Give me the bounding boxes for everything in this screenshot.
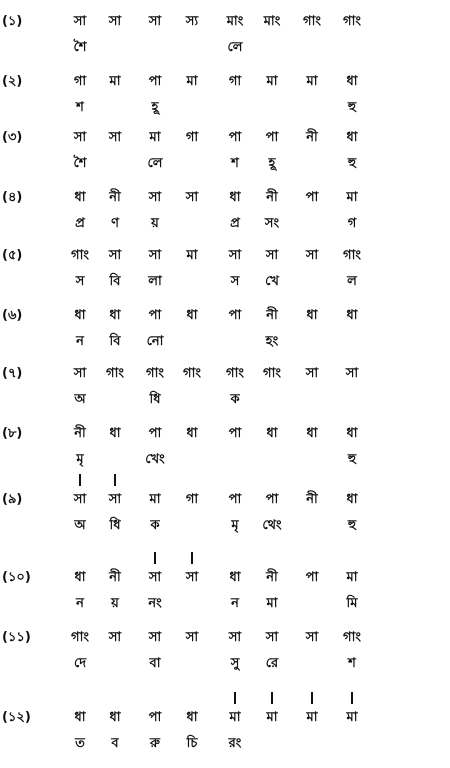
lyric-syllable: মৃ	[231, 518, 239, 533]
swara-note: সা	[108, 130, 122, 145]
lyric-syllable: ল	[347, 274, 357, 289]
lyric-syllable: বি	[109, 274, 121, 289]
swara-note: সা	[148, 630, 162, 645]
lyric-syllable: মৃ	[76, 452, 84, 467]
swara-note: সা	[185, 190, 199, 205]
lyric-syllable: রং	[228, 736, 242, 751]
swara-note: পা	[228, 308, 242, 323]
swara-note: পা	[148, 710, 162, 725]
line-number: (১১)	[2, 630, 31, 645]
swara-note: পা	[305, 570, 319, 585]
swara-note: গাং	[183, 366, 201, 381]
swara-note: পা	[228, 130, 242, 145]
notation-line	[0, 72, 450, 132]
swara-note: ধা	[186, 426, 198, 441]
swara-note: ধা	[109, 426, 121, 441]
swara-note: গাং	[71, 630, 89, 645]
swara-note: সা	[108, 492, 122, 507]
notation-line	[0, 490, 450, 550]
lyric-syllable: শ	[348, 656, 356, 671]
notation-line	[0, 128, 450, 188]
swara-note: মা	[266, 74, 278, 89]
swara-note: সা	[185, 570, 199, 585]
lyric-syllable: ক	[230, 392, 240, 407]
swara-note: নী	[266, 190, 278, 205]
line-number: (৪)	[2, 190, 23, 205]
swara-note: মা	[306, 710, 318, 725]
notation-line	[0, 12, 450, 72]
lyric-syllable: হূ	[268, 156, 276, 171]
lyric-syllable: শৈ	[73, 40, 87, 55]
lyric-syllable: বা	[149, 656, 161, 671]
swara-note: সা	[265, 630, 279, 645]
swara-note: সা	[228, 630, 242, 645]
swara-note: পা	[228, 426, 242, 441]
lyric-syllable: ক	[150, 518, 160, 533]
lyric-syllable: হু	[347, 156, 357, 171]
swara-note: ধা	[306, 308, 318, 323]
lyric-syllable: বি	[109, 334, 121, 349]
swara-note: ধা	[346, 426, 358, 441]
swara-note: মা	[306, 74, 318, 89]
swara-note: গাং	[263, 366, 281, 381]
swara-note: সা	[345, 366, 359, 381]
line-number: (৭)	[2, 366, 23, 381]
lyric-syllable: অ	[74, 392, 86, 407]
line-number: (৬)	[2, 308, 23, 323]
swara-note: গা	[185, 492, 199, 507]
lyric-syllable: ন	[76, 596, 84, 611]
swara-note: সা	[108, 630, 122, 645]
swara-note: নী	[74, 426, 86, 441]
swara-note: সা	[228, 248, 242, 263]
line-number: (৮)	[2, 426, 23, 441]
swara-note: সা	[148, 14, 162, 29]
swara-note: ধা	[266, 426, 278, 441]
swara-note: নী	[306, 130, 318, 145]
lyric-syllable: ত	[75, 736, 85, 751]
swara-note: সা	[265, 248, 279, 263]
lyric-syllable: খে	[265, 274, 279, 289]
swara-note: গাং	[303, 14, 321, 29]
lyric-syllable: মি	[346, 596, 358, 611]
swara-note: ধা	[74, 190, 86, 205]
lyric-syllable: স	[75, 274, 85, 289]
swara-note: মা	[266, 710, 278, 725]
lyric-syllable: লে	[227, 40, 243, 55]
lyric-syllable: হং	[265, 334, 279, 349]
line-number: (১)	[2, 14, 23, 29]
swara-note: মাং	[226, 14, 244, 29]
swara-note: গা	[228, 74, 242, 89]
lyric-syllable: য়	[151, 216, 159, 231]
lyric-syllable: ন	[76, 334, 84, 349]
lyric-syllable: রে	[265, 656, 279, 671]
swara-note: গাং	[146, 366, 164, 381]
accent-bar-mark	[191, 552, 193, 564]
swara-note: স্য	[185, 14, 199, 29]
swara-note: নী	[266, 570, 278, 585]
swara-note: নী	[306, 492, 318, 507]
swara-note: সা	[148, 570, 162, 585]
lyric-syllable: হু	[347, 518, 357, 533]
lyric-syllable: লে	[147, 156, 163, 171]
accent-bar-mark	[114, 474, 116, 486]
swara-note: ধা	[109, 710, 121, 725]
swara-note: ধা	[346, 74, 358, 89]
swara-note: মা	[109, 74, 121, 89]
swara-note: সা	[73, 14, 87, 29]
swara-note: ধা	[306, 426, 318, 441]
swara-note: নী	[266, 308, 278, 323]
lyric-syllable: থেং	[262, 518, 282, 533]
swara-note: গাং	[106, 366, 124, 381]
lyric-syllable: দে	[73, 656, 87, 671]
notation-line	[0, 246, 450, 306]
swara-note: ধা	[229, 570, 241, 585]
notation-line	[0, 424, 450, 484]
swara-note: গাং	[343, 14, 361, 29]
lyric-syllable: সু	[230, 656, 240, 671]
swara-note: মা	[346, 190, 358, 205]
swara-note: সা	[73, 366, 87, 381]
swara-note: মা	[346, 710, 358, 725]
swara-note: ধা	[74, 308, 86, 323]
lyric-syllable: চি	[186, 736, 198, 751]
notation-line	[0, 364, 450, 424]
swara-note: ধা	[346, 130, 358, 145]
swara-note: মা	[149, 130, 161, 145]
swara-note: মা	[149, 492, 161, 507]
swara-note: মা	[229, 710, 241, 725]
swara-note: পা	[148, 74, 162, 89]
lyric-syllable: প্র	[230, 216, 240, 231]
swara-note: ধা	[109, 308, 121, 323]
swara-note: পা	[148, 308, 162, 323]
accent-bar-mark	[311, 692, 313, 704]
notation-line	[0, 708, 450, 768]
swara-note: গাং	[226, 366, 244, 381]
swara-note: সা	[185, 630, 199, 645]
lyric-syllable: ধি	[149, 392, 161, 407]
swara-note: সা	[73, 130, 87, 145]
lyric-syllable: রু	[150, 736, 160, 751]
accent-bar-mark	[154, 552, 156, 564]
swara-note: সা	[305, 630, 319, 645]
notation-line	[0, 628, 450, 688]
lyric-syllable: অ	[74, 518, 86, 533]
swara-note: গা	[185, 130, 199, 145]
swara-note: গাং	[71, 248, 89, 263]
line-number: (১২)	[2, 710, 31, 725]
swara-note: পা	[265, 492, 279, 507]
line-number: (৯)	[2, 492, 23, 507]
swara-note: ধা	[186, 308, 198, 323]
swara-note: গাং	[343, 630, 361, 645]
line-number: (১০)	[2, 570, 31, 585]
swara-note: ধা	[346, 308, 358, 323]
lyric-syllable: হূ	[151, 100, 159, 115]
swara-note: সা	[73, 492, 87, 507]
swara-note: নী	[109, 570, 121, 585]
swara-note: মাং	[263, 14, 281, 29]
lyric-syllable: গ	[347, 216, 357, 231]
lyric-syllable: নং	[148, 596, 162, 611]
swara-note: মা	[346, 570, 358, 585]
line-number: (২)	[2, 74, 23, 89]
lyric-syllable: ন	[231, 596, 239, 611]
swara-note: মা	[186, 74, 198, 89]
swara-note: মা	[186, 248, 198, 263]
lyric-syllable: সং	[264, 216, 280, 231]
accent-bar-mark	[79, 474, 81, 486]
lyric-syllable: ব	[111, 736, 119, 751]
swara-note: সা	[305, 366, 319, 381]
swara-note: সা	[108, 14, 122, 29]
swara-note: ধা	[229, 190, 241, 205]
swara-note: পা	[265, 130, 279, 145]
notation-line	[0, 188, 450, 248]
accent-bar-mark	[234, 692, 236, 704]
lyric-syllable: শ	[76, 100, 84, 115]
lyric-syllable: প্র	[75, 216, 85, 231]
lyric-syllable: শৈ	[73, 156, 87, 171]
notation-line	[0, 568, 450, 628]
lyric-syllable: হু	[347, 452, 357, 467]
swara-note: নী	[109, 190, 121, 205]
notation-line	[0, 306, 450, 366]
accent-bar-mark	[351, 692, 353, 704]
swara-note: পা	[305, 190, 319, 205]
lyric-syllable: নো	[146, 334, 164, 349]
swara-note: সা	[108, 248, 122, 263]
lyric-syllable: শ	[231, 156, 239, 171]
swara-note: সা	[148, 190, 162, 205]
lyric-syllable: হু	[347, 100, 357, 115]
swara-note: ধা	[186, 710, 198, 725]
line-number: (৩)	[2, 130, 23, 145]
swara-note: সা	[305, 248, 319, 263]
lyric-syllable: ণ	[111, 216, 119, 231]
lyric-syllable: য়	[111, 596, 119, 611]
lyric-syllable: স	[230, 274, 240, 289]
swara-note: গাং	[343, 248, 361, 263]
lyric-syllable: খেং	[145, 452, 165, 467]
swara-note: ধা	[74, 710, 86, 725]
lyric-syllable: ধি	[109, 518, 121, 533]
lyric-syllable: মা	[266, 596, 278, 611]
swara-note: ধা	[346, 492, 358, 507]
accent-bar-mark	[271, 692, 273, 704]
swara-note: সা	[148, 248, 162, 263]
swara-note: গা	[73, 74, 87, 89]
lyric-syllable: লা	[148, 274, 162, 289]
swara-note: পা	[148, 426, 162, 441]
swara-note: পা	[228, 492, 242, 507]
swara-note: ধা	[74, 570, 86, 585]
line-number: (৫)	[2, 248, 23, 263]
